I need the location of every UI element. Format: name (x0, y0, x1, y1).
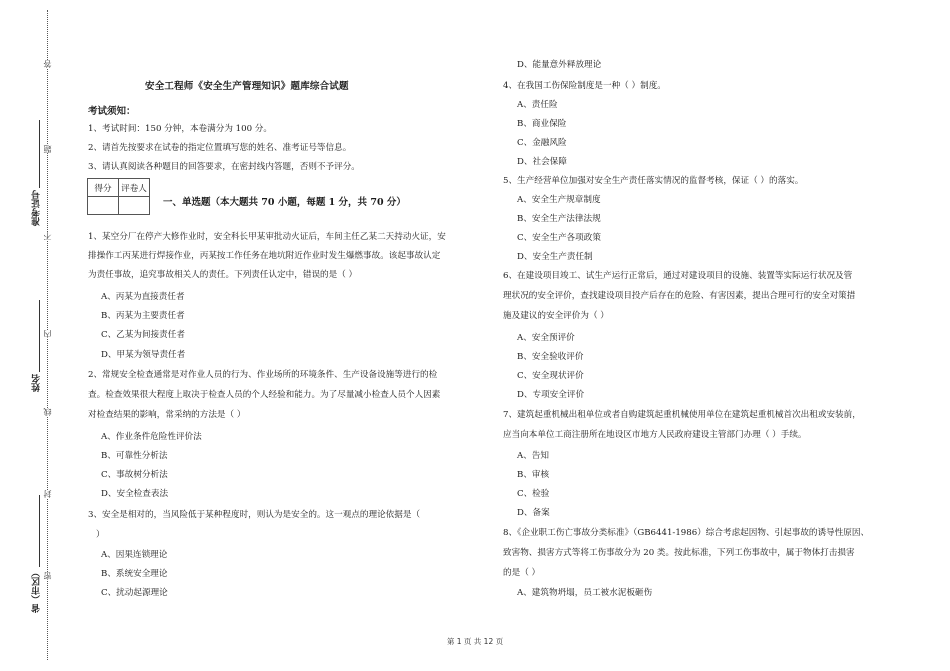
exam-id-label: 准考证号 (32, 190, 42, 226)
name-fill-line[interactable] (39, 300, 40, 372)
option-line: B、审核 (517, 470, 550, 480)
option-line: A、安全生产规章制度 (517, 195, 601, 205)
option-line: D、专项安全评价 (517, 390, 585, 400)
question-line: 4、在我国工伤保险制度是一种（ ）制度。 (503, 81, 666, 91)
seal-label: 不 (43, 232, 52, 240)
document-title: 安全工程师《安全生产管理知识》题库综合试题 (145, 81, 349, 92)
option-line: B、丙某为主要责任者 (101, 311, 185, 321)
question-line: 8、《企业职工伤亡事故分类标准》（GB6441-1986）综合考虑起因物、引起事故的诱导性原因、 (503, 528, 870, 538)
seal-label: 封 (43, 490, 52, 498)
option-line: D、社会保障 (517, 157, 567, 167)
option-line: D、安全检查表法 (101, 489, 169, 499)
notice-item: 2、请首先按要求在试卷的指定位置填写您的姓名、准考证号等信息。 (88, 143, 352, 153)
notice-heading: 考试须知： (88, 106, 136, 117)
question-line: 1、某空分厂在停产大修作业时，安全科长甲某审批动火证后，车间主任乙某二天持动火证，安 (88, 232, 446, 242)
name-label: 姓名 (32, 374, 42, 392)
question-line: 应当向本单位工商注册所在地设区市地方人民政府建设主管部门办理（ ）手续。 (503, 430, 807, 440)
option-line: C、事故树分析法 (101, 470, 168, 480)
question-line: 施及建议的安全评价为（ ） (503, 311, 609, 321)
question-line: 6、在建设项目竣工、试生产运行正常后，通过对建设项目的设施、装置等实际运行状况及管 (503, 271, 853, 281)
notice-item: 1、考试时间：150 分钟，本卷满分为 100 分。 (88, 124, 272, 134)
option-line: D、备案 (517, 508, 550, 518)
question-line: 的是（ ） (503, 568, 541, 578)
option-line: C、安全生产各项政策 (517, 233, 601, 243)
question-line: 排操作工丙某进行焊接作业，丙某按工作任务在地坑附近作业时发生爆燃事故。该起事故认定 (88, 251, 441, 261)
seal-label: 答 (43, 60, 52, 68)
grader-header: 评卷人 (119, 179, 150, 197)
grader-cell[interactable] (119, 197, 150, 215)
question-line: 7、建筑起重机械出租单位或者自购建筑起重机械使用单位在建筑起重机械首次出租或安装前， (503, 410, 861, 420)
question-line: 查。检查效果很大程度上取决于检查人员的个人经验和能力。为了尽量减小检查人员个人因素 (88, 390, 441, 400)
option-line: B、商业保险 (517, 119, 567, 129)
option-line: B、安全验收评价 (517, 352, 584, 362)
score-cell[interactable] (88, 197, 119, 215)
option-line: C、安全现状评价 (517, 371, 584, 381)
option-line: D、安全生产责任制 (517, 252, 593, 262)
question-line: 致害物、损害方式等将工伤事故分为 20 类。按此标准，下列工伤事故中，属于物体打击损害 (503, 548, 855, 558)
question-line: 5、生产经营单位加强对安全生产责任落实情况的监督考核，保证（ ）的落实。 (503, 176, 804, 186)
section-title: 一、单选题（本大题共 70 小题，每题 1 分，共 70 分） (163, 197, 406, 208)
seal-label: 内 (43, 330, 52, 338)
option-line: A、责任险 (517, 100, 558, 110)
question-line: 为责任事故，追究事故相关人的责任。下列责任认定中，错误的是（ ） (88, 270, 358, 280)
option-line: B、安全生产法律法规 (517, 214, 601, 224)
option-line: D、甲某为领导责任者 (101, 350, 186, 360)
seal-label: 密 (43, 572, 52, 580)
question-line: 3、安全是相对的，当风险低于某种程度时，则认为是安全的。这一观点的理论依据是（ (88, 510, 421, 520)
score-table (87, 178, 150, 215)
exam-id-fill-line[interactable] (39, 120, 40, 188)
option-line: C、乙某为间接责任者 (101, 330, 185, 340)
option-line: A、安全预评价 (517, 333, 575, 343)
option-line: A、因果连锁理论 (101, 550, 168, 560)
option-line: C、金融风险 (517, 138, 567, 148)
option-line: A、作业条件危险性评价法 (101, 432, 202, 442)
option-line: B、可靠性分析法 (101, 451, 168, 461)
option-line: A、告知 (517, 451, 549, 461)
region-label: 省（市区） (32, 568, 42, 613)
question-line: 2、常规安全检查通常是对作业人员的行为、作业场所的环境条件、生产设备设施等进行的检 (88, 370, 438, 380)
question-line: 对检查结果的影响，常采纳的方法是（ ） (88, 410, 246, 420)
option-line: C、扰动起源理论 (101, 588, 168, 598)
option-line: A、建筑物坍塌，员工被水泥板砸伤 (517, 588, 653, 598)
option-line: A、丙某为直接责任者 (101, 292, 185, 302)
seal-label: 题 (43, 145, 52, 153)
seal-label: 线 (43, 408, 52, 416)
notice-item: 3、请认真阅读各种题目的回答要求，在密封线内答题，否则不予评分。 (88, 162, 360, 172)
binding-margin (0, 0, 70, 671)
option-line: B、系统安全理论 (101, 569, 168, 579)
question-line: 理状况的安全评价，查找建设项目投产后存在的危险、有害因素，提出合理可行的安全对策措 (503, 291, 856, 301)
option-line: D、能量意外释放理论 (517, 60, 602, 70)
region-fill-line[interactable] (39, 495, 40, 567)
page-footer: 第 1 页 共 12 页 (446, 637, 504, 646)
option-line: C、检验 (517, 489, 550, 499)
question-line: ） (96, 530, 105, 540)
score-header: 得分 (88, 179, 119, 197)
